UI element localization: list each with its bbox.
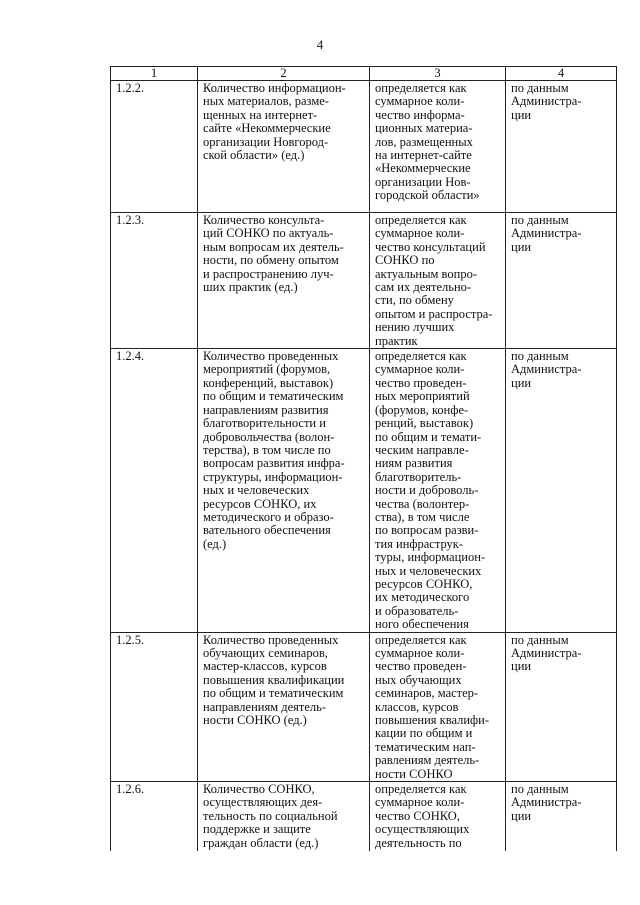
- indicator-name-cell: [198, 349, 370, 633]
- cell-text-line: суммарное коли-: [375, 795, 465, 810]
- cell-text-line: «Некоммерческие: [375, 161, 471, 176]
- row-number: 1.2.3.: [111, 213, 198, 349]
- cell-text-line: опытом и распростра-: [375, 306, 493, 321]
- cell-text-line: ности СОНКО: [375, 766, 453, 781]
- cell-text-line: Администра-: [511, 362, 582, 377]
- cell-text-line: ции: [511, 659, 532, 674]
- cell-text-line: Администра-: [511, 646, 582, 660]
- cell-text-line: ресурсов СОНКО,: [375, 576, 473, 591]
- cell-text-line: благотворительности и: [203, 416, 326, 431]
- cell-text-line: (форумов, конфе-: [375, 402, 469, 417]
- cell-text-line: Количество проведенных: [203, 349, 339, 364]
- indicator-name-cell: [198, 632, 370, 781]
- cell-text-line: суммарное коли-: [375, 646, 465, 660]
- cell-text-line: чества (волонтер-: [375, 496, 470, 511]
- cell-text-line: Количество консульта-: [203, 213, 325, 227]
- cell-text-line: семинаров, мастер-: [375, 686, 479, 701]
- cell-text-line: актуальным вопро-: [375, 266, 477, 281]
- cell-text-line: поддержке и защите: [203, 822, 311, 837]
- cell-text-line: суммарное коли-: [375, 94, 465, 109]
- cell-text-line: суммарное коли-: [375, 362, 465, 377]
- indicator-name-cell: [198, 213, 370, 349]
- cell-text-line: деятельность по: [375, 835, 462, 850]
- cell-text-line: определяется как: [375, 213, 467, 227]
- cell-text-line: сайте «Некоммерческие: [203, 121, 331, 136]
- cell-text-line: сти, по обмену: [375, 293, 454, 308]
- cell-text-line: ческим направле-: [375, 442, 469, 457]
- cell-text-line: практик: [375, 333, 418, 348]
- table-row: [111, 349, 617, 633]
- cell-text-line: чество СОНКО,: [375, 808, 460, 823]
- cell-text-line: ных материалов, разме-: [203, 94, 329, 109]
- calculation-method-cell: [370, 81, 506, 213]
- table-row: [111, 782, 617, 852]
- cell-text-line: чество консультаций: [375, 239, 486, 254]
- cell-text-line: ции: [511, 808, 532, 823]
- cell-text-line: вопросам развития инфра-: [203, 456, 345, 471]
- row-number: 1.2.6.: [111, 782, 198, 852]
- cell-text-line: ших практик (ед.): [203, 280, 298, 295]
- cell-text-line: (ед.): [203, 536, 227, 551]
- cell-text-line: чество проведен-: [375, 375, 467, 390]
- cell-text-line: Количество СОНКО,: [203, 783, 315, 797]
- cell-text-line: тия инфраструк-: [375, 536, 464, 551]
- cell-text-line: Количество проведенных: [203, 632, 339, 647]
- row-number: 1.2.2.: [111, 81, 198, 213]
- cell-text-line: Администра-: [511, 226, 582, 241]
- cell-text-line: чество информа-: [375, 107, 465, 122]
- data-source-cell: [506, 782, 617, 852]
- cell-text-line: определяется как: [375, 81, 467, 95]
- cell-text-line: по общим и темати-: [375, 429, 482, 444]
- cell-text-line: ции: [511, 375, 532, 390]
- cell-text-line: нению лучших: [375, 320, 455, 335]
- data-source-cell: [506, 632, 617, 781]
- cell-text-line: конференций, выставок): [203, 375, 334, 390]
- cell-text-line: повышения квалификации: [203, 672, 345, 687]
- row-number: 1.2.4.: [111, 349, 198, 633]
- indicator-name-cell: [198, 81, 370, 213]
- cell-text-line: Количество информацион-: [203, 81, 346, 95]
- cell-text-line: по данным: [511, 81, 569, 95]
- cell-text-line: ций СОНКО по актуаль-: [203, 226, 334, 241]
- calculation-method-cell: [370, 349, 506, 633]
- cell-text-line: суммарное коли-: [375, 226, 465, 241]
- cell-text-line: кации по общим и: [375, 726, 473, 741]
- cell-text-line: по данным: [511, 783, 569, 797]
- cell-text-line: и образователь-: [375, 603, 459, 618]
- cell-text-line: Администра-: [511, 94, 582, 109]
- cell-text-line: методического и образо-: [203, 509, 334, 524]
- cell-text-line: лов, размещенных: [375, 134, 473, 149]
- indicator-name-cell: [198, 782, 370, 852]
- header-col-1: 1: [111, 67, 198, 81]
- cell-text-line: терства), в том числе по: [203, 442, 331, 457]
- cell-text-line: тематическим нап-: [375, 739, 476, 754]
- calculation-method-cell: [370, 213, 506, 349]
- cell-text-line: ным вопросам их деятель-: [203, 239, 344, 254]
- cell-text-line: сам их деятельно-: [375, 280, 472, 295]
- cell-text-line: ных мероприятий: [375, 389, 470, 404]
- indicators-table: [110, 66, 617, 851]
- cell-text-line: направлениям развития: [203, 402, 329, 417]
- cell-text-line: ции: [511, 239, 532, 254]
- cell-text-line: ных и человеческих: [375, 563, 482, 578]
- cell-text-line: ности, по обмену опытом: [203, 253, 339, 268]
- cell-text-line: по общим и тематическим: [203, 686, 344, 701]
- header-col-3: 3: [370, 67, 506, 81]
- cell-text-line: ционных материа-: [375, 121, 473, 136]
- cell-text-line: на интернет-сайте: [375, 148, 472, 163]
- cell-text-line: чество проведен-: [375, 659, 467, 674]
- cell-text-line: структуры, информацион-: [203, 469, 343, 484]
- calculation-method-cell: [370, 632, 506, 781]
- cell-text-line: вательного обеспечения: [203, 523, 331, 538]
- cell-text-line: граждан области (ед.): [203, 835, 319, 850]
- table-header-row: [111, 67, 617, 81]
- cell-text-line: Администра-: [511, 795, 582, 810]
- cell-text-line: осуществляющих дея-: [203, 795, 323, 810]
- cell-text-line: щенных на интернет-: [203, 107, 318, 122]
- cell-text-line: организации Нов-: [375, 174, 471, 189]
- cell-text-line: ства), в том числе: [375, 509, 470, 524]
- cell-text-line: благотворитель-: [375, 469, 462, 484]
- cell-text-line: ниям развития: [375, 456, 453, 471]
- cell-text-line: туры, информацион-: [375, 550, 486, 565]
- cell-text-line: обучающих семинаров,: [203, 646, 328, 660]
- cell-text-line: по данным: [511, 632, 569, 647]
- cell-text-line: ного обеспечения: [375, 617, 469, 632]
- cell-text-line: ности и доброволь-: [375, 483, 479, 498]
- calculation-method-cell: [370, 782, 506, 852]
- cell-text-line: направлениям деятель-: [203, 699, 327, 714]
- cell-text-line: организации Новгород-: [203, 134, 329, 149]
- table-row: [111, 213, 617, 349]
- cell-text-line: ской области» (ед.): [203, 148, 305, 163]
- page-number: 4: [316, 37, 324, 52]
- cell-text-line: добровольчества (волон-: [203, 429, 335, 444]
- cell-text-line: по данным: [511, 213, 569, 227]
- table-row: [111, 81, 617, 213]
- data-source-cell: [506, 213, 617, 349]
- cell-text-line: мероприятий (форумов,: [203, 362, 331, 377]
- table-row: [111, 632, 617, 781]
- cell-text-line: определяется как: [375, 349, 467, 364]
- data-source-cell: [506, 81, 617, 213]
- cell-text-line: и распространению луч-: [203, 266, 334, 281]
- cell-text-line: ных обучающих: [375, 672, 462, 687]
- cell-text-line: городской области»: [375, 188, 480, 203]
- cell-text-line: повышения квалифи-: [375, 713, 490, 728]
- cell-text-line: определяется как: [375, 783, 467, 797]
- cell-text-line: тельность по социальной: [203, 808, 338, 823]
- cell-text-line: ных и человеческих: [203, 483, 310, 498]
- cell-text-line: ресурсов СОНКО, их: [203, 496, 317, 511]
- header-col-2: 2: [198, 67, 370, 81]
- cell-text-line: определяется как: [375, 632, 467, 647]
- cell-text-line: ции: [511, 107, 532, 122]
- cell-text-line: ности СОНКО (ед.): [203, 713, 307, 728]
- header-col-4: 4: [506, 67, 617, 81]
- cell-text-line: СОНКО по: [375, 253, 435, 268]
- cell-text-line: классов, курсов: [375, 699, 459, 714]
- cell-text-line: ренций, выставок): [375, 416, 474, 431]
- row-number: 1.2.5.: [111, 632, 198, 781]
- cell-text-line: по общим и тематическим: [203, 389, 344, 404]
- cell-text-line: по вопросам разви-: [375, 523, 479, 538]
- cell-text-line: равлениям деятель-: [375, 753, 480, 768]
- cell-text-line: мастер-классов, курсов: [203, 659, 327, 674]
- data-source-cell: [506, 349, 617, 633]
- cell-text-line: их методического: [375, 590, 470, 605]
- cell-text-line: по данным: [511, 349, 569, 364]
- cell-text-line: осуществляющих: [375, 822, 470, 837]
